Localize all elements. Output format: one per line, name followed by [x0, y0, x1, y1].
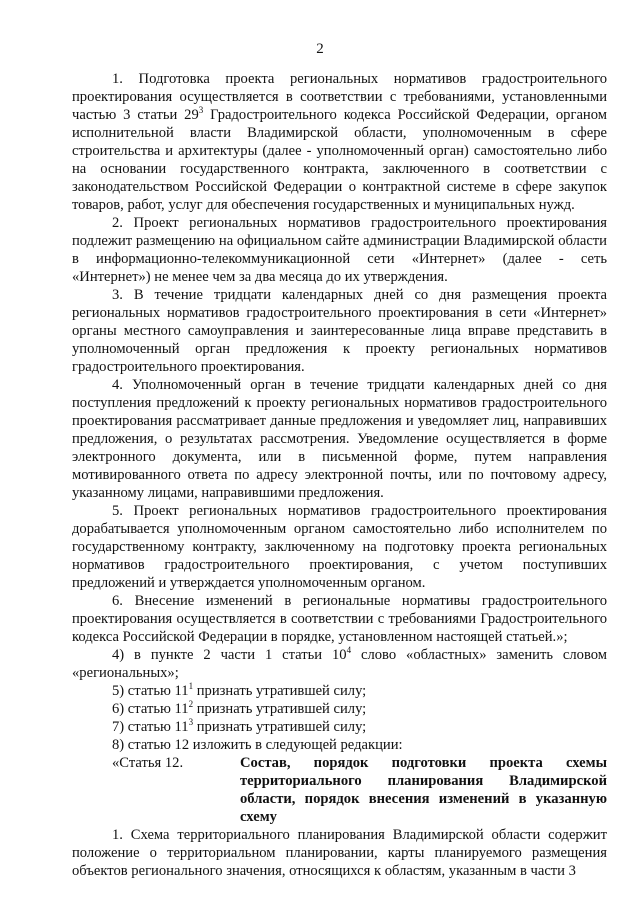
amendment-item-7	[72, 718, 607, 736]
amendment-item-7-text-a: 7) статью 11	[112, 719, 189, 735]
amendment-item-4	[72, 646, 607, 682]
amendment-item-4-text-a: 4) в пункте 2 части 1 статьи 10	[112, 647, 347, 663]
paragraph-2: 2. Проект региональных нормативов градостроительного проектирования подлежит размещению на официальном сайте администрации Владимирской области в информационно-телекоммуникационной сети «Интернет» (далее - сеть «Интернет») не менее чем за два месяца до их утверждения.	[72, 215, 607, 285]
paragraph-4: 4. Уполномоченный орган в течение тридцати календарных дней со дня поступления предложений к проекту региональных нормативов градостроительного проектирования рассматривает данные предложения и уведомляет лиц, направивших предложения, о результатах рассмотрения. Уведомление осуществляется в форме электронного документа, или в письменной форме, путем направления мотивированного ответа по адресу электронной почты, или по почтовому адресу, указанному лицами, направившими предложения.	[72, 377, 607, 501]
amendment-item-5-superscript: 1	[188, 681, 194, 692]
paragraph-3: 3. В течение тридцати календарных дней со дня размещения проекта региональных нормативов градостроительного проектирования в сети «Интернет» органы местного самоуправления и заинтересованные лица вправе представить в уполномоченный орган предложения к проекту региональных нормативов градостроительного проектирования.	[72, 287, 607, 375]
paragraph-6: 6. Внесение изменений в региональные нормативы градостроительного проектирования осуществляется в соответствии с требованиями Градостроительного кодекса Российской Федерации в порядке, установленном настоящей статьей.»;	[72, 593, 607, 645]
amendment-item-5-text-a: 5) статью 11	[112, 683, 189, 699]
paragraph-1-superscript: 3	[198, 105, 204, 116]
paragraph-1-text-b: Градостроительного кодекса Российской Федерации, органом исполнительной власти Владимирской области, уполномоченным в сфере строительства и архитектуры (далее - уполномоченный орган) самостоятельно либо на основании государственного контракта, заключенного в соответствии с законодательством Российской Федерации о контрактной системе в сфере закупок товаров, работ, услуг для обеспечения государственных и муниципальных нужд.	[72, 107, 607, 213]
amendment-item-6	[72, 700, 607, 718]
amendment-item-4-superscript: 4	[346, 645, 352, 656]
article-heading-title: Состав, порядок подготовки проекта схемы территориального планирования Владимирской области, порядок внесения изменений в указанную схему	[240, 755, 607, 825]
paragraph-1-text-a: 1. Подготовка проекта региональных нормативов градостроительного проектирования осуществляется в соответствии с требованиями, установленными частью 3 статьи 29	[72, 71, 607, 123]
page-number: 2	[316, 41, 324, 57]
amendment-item-6-superscript: 2	[188, 699, 194, 710]
amendment-item-7-superscript: 3	[188, 717, 194, 728]
paragraph-1	[72, 70, 607, 214]
paragraph-5: 5. Проект региональных нормативов градостроительного проектирования дорабатывается уполномоченным органом самостоятельно либо исполнителем по государственному контракту, заключенному на подготовку проекта региональных нормативов градостроительного проектирования, с учетом поступивших предложений и утверждается уполномоченным органом.	[72, 503, 607, 591]
amendment-item-6-text-b: признать утратившей силу;	[193, 701, 367, 717]
amendment-item-8: 8) статью 12 изложить в следующей редакции:	[112, 737, 403, 753]
article-heading	[72, 754, 607, 826]
amendment-item-4-text-b: слово «областных» заменить словом «региональных»;	[72, 647, 607, 681]
amendment-item-5-text-b: признать утратившей силу;	[193, 683, 367, 699]
amendment-item-7-text-b: признать утратившей силу;	[193, 719, 367, 735]
article-paragraph-1: 1. Схема территориального планирования Владимирской области содержит положение о территориальном планировании, карты планируемого размещения объектов регионального значения, относящихся к областям, указанным в части 3	[72, 827, 607, 879]
amendment-item-5	[72, 682, 607, 700]
amendment-item-6-text-a: 6) статью 11	[112, 701, 189, 717]
article-heading-label: «Статья 12.	[112, 755, 184, 771]
document-body	[72, 70, 607, 880]
